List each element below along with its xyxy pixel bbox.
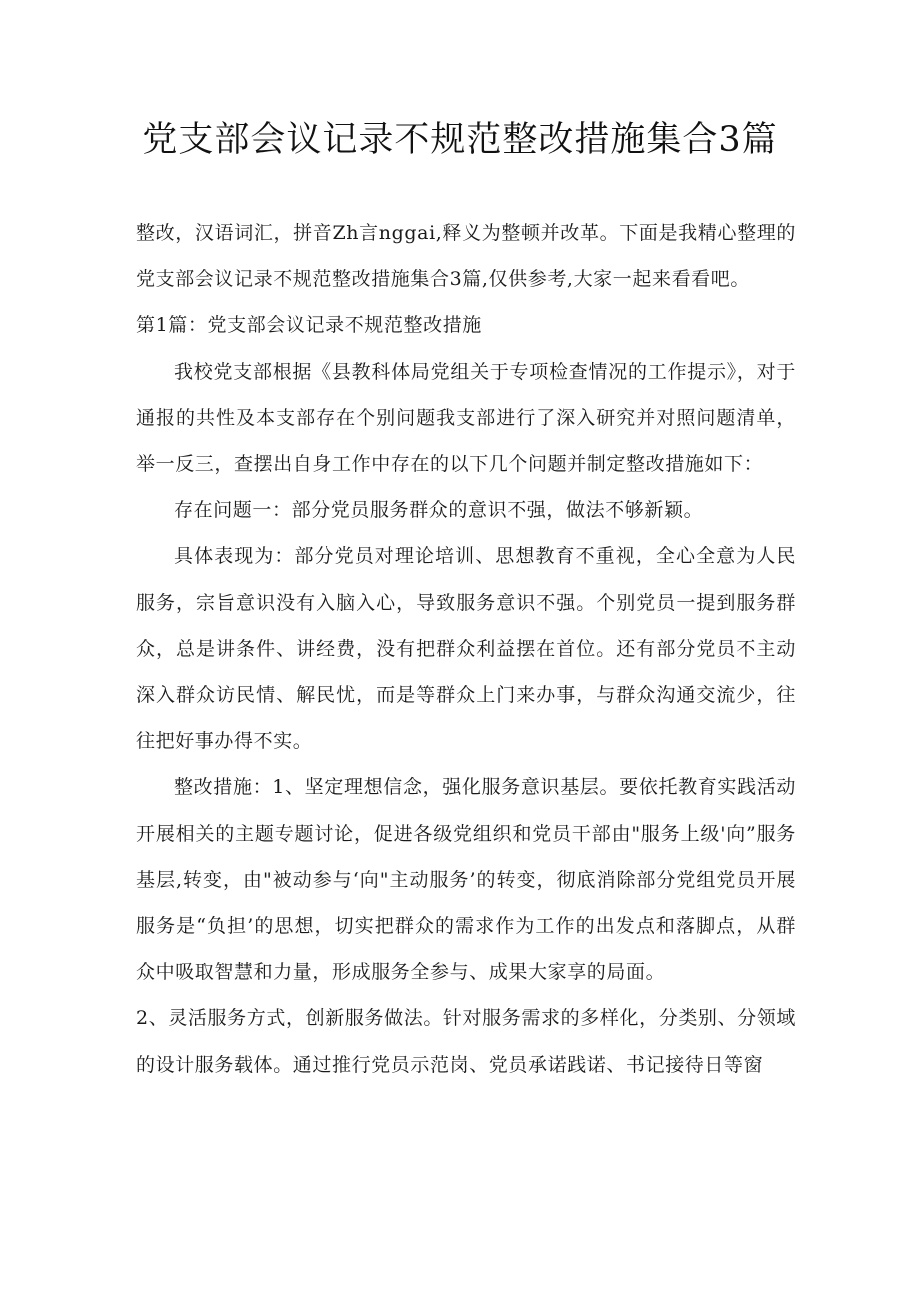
section-heading: 第1篇：党支部会议记录不规范整改措施	[136, 314, 482, 337]
problem-paragraph: 存在问题一：部分党员服务群众的意识不强，做法不够新颖。	[174, 499, 704, 522]
body-paragraph: 我校党支部根据《县教科体局党组关于专项检查情况的工作提示》，对于通报的共性及本支部存在个别问题我支部进行了深入研究并对照问题清单，举一反三，查摆出自身工作中存在的以下几个问题并制定整改措施如下：	[136, 360, 796, 476]
document-body	[136, 210, 796, 1088]
intro-paragraph: 整改，汉语词汇，拼音Zh言nggai,释义为整顿并改革。下面是我精心整理的党支部会议记录不规范整改措施集合3篇,仅供参考,大家一起来看看吧。	[136, 222, 796, 291]
body-paragraph: 具体表现为：部分党员对理论培训、思想教育不重视，全心全意为人民服务，宗旨意识没有入脑入心，导致服务意识不强。个别党员一提到服务群众，总是讲条件、讲经费，没有把群众利益摆在首位。还有部分党员不主动深入群众访民情、解民忧，而是等群众上门来办事，与群众沟通交流少，往往把好事办得不实。	[136, 545, 796, 753]
body-paragraph: 2、灵活服务方式，创新服务做法。针对服务需求的多样化，分类别、分领域的设计服务载体。通过推行党员示范岗、党员承诺践诺、书记接待日等窗	[136, 1007, 796, 1076]
document-title: 党支部会议记录不规范整改措施集合3篇	[142, 120, 778, 160]
measure-paragraph: 整改措施：1、坚定理想信念，强化服务意识基层。要依托教育实践活动开展相关的主题专题讨论，促进各级党组织和党员干部由"服务上级'向”服务基层,转变，由"被动参与‘向"主动服务’的转变，彻底消除部分党组党员开展服务是“负担’的思想，切实把群众的需求作为工作的出发点和落脚点，从群众中吸取智慧和力量，形成服务全参与、成果大家享的局面。	[136, 776, 796, 984]
